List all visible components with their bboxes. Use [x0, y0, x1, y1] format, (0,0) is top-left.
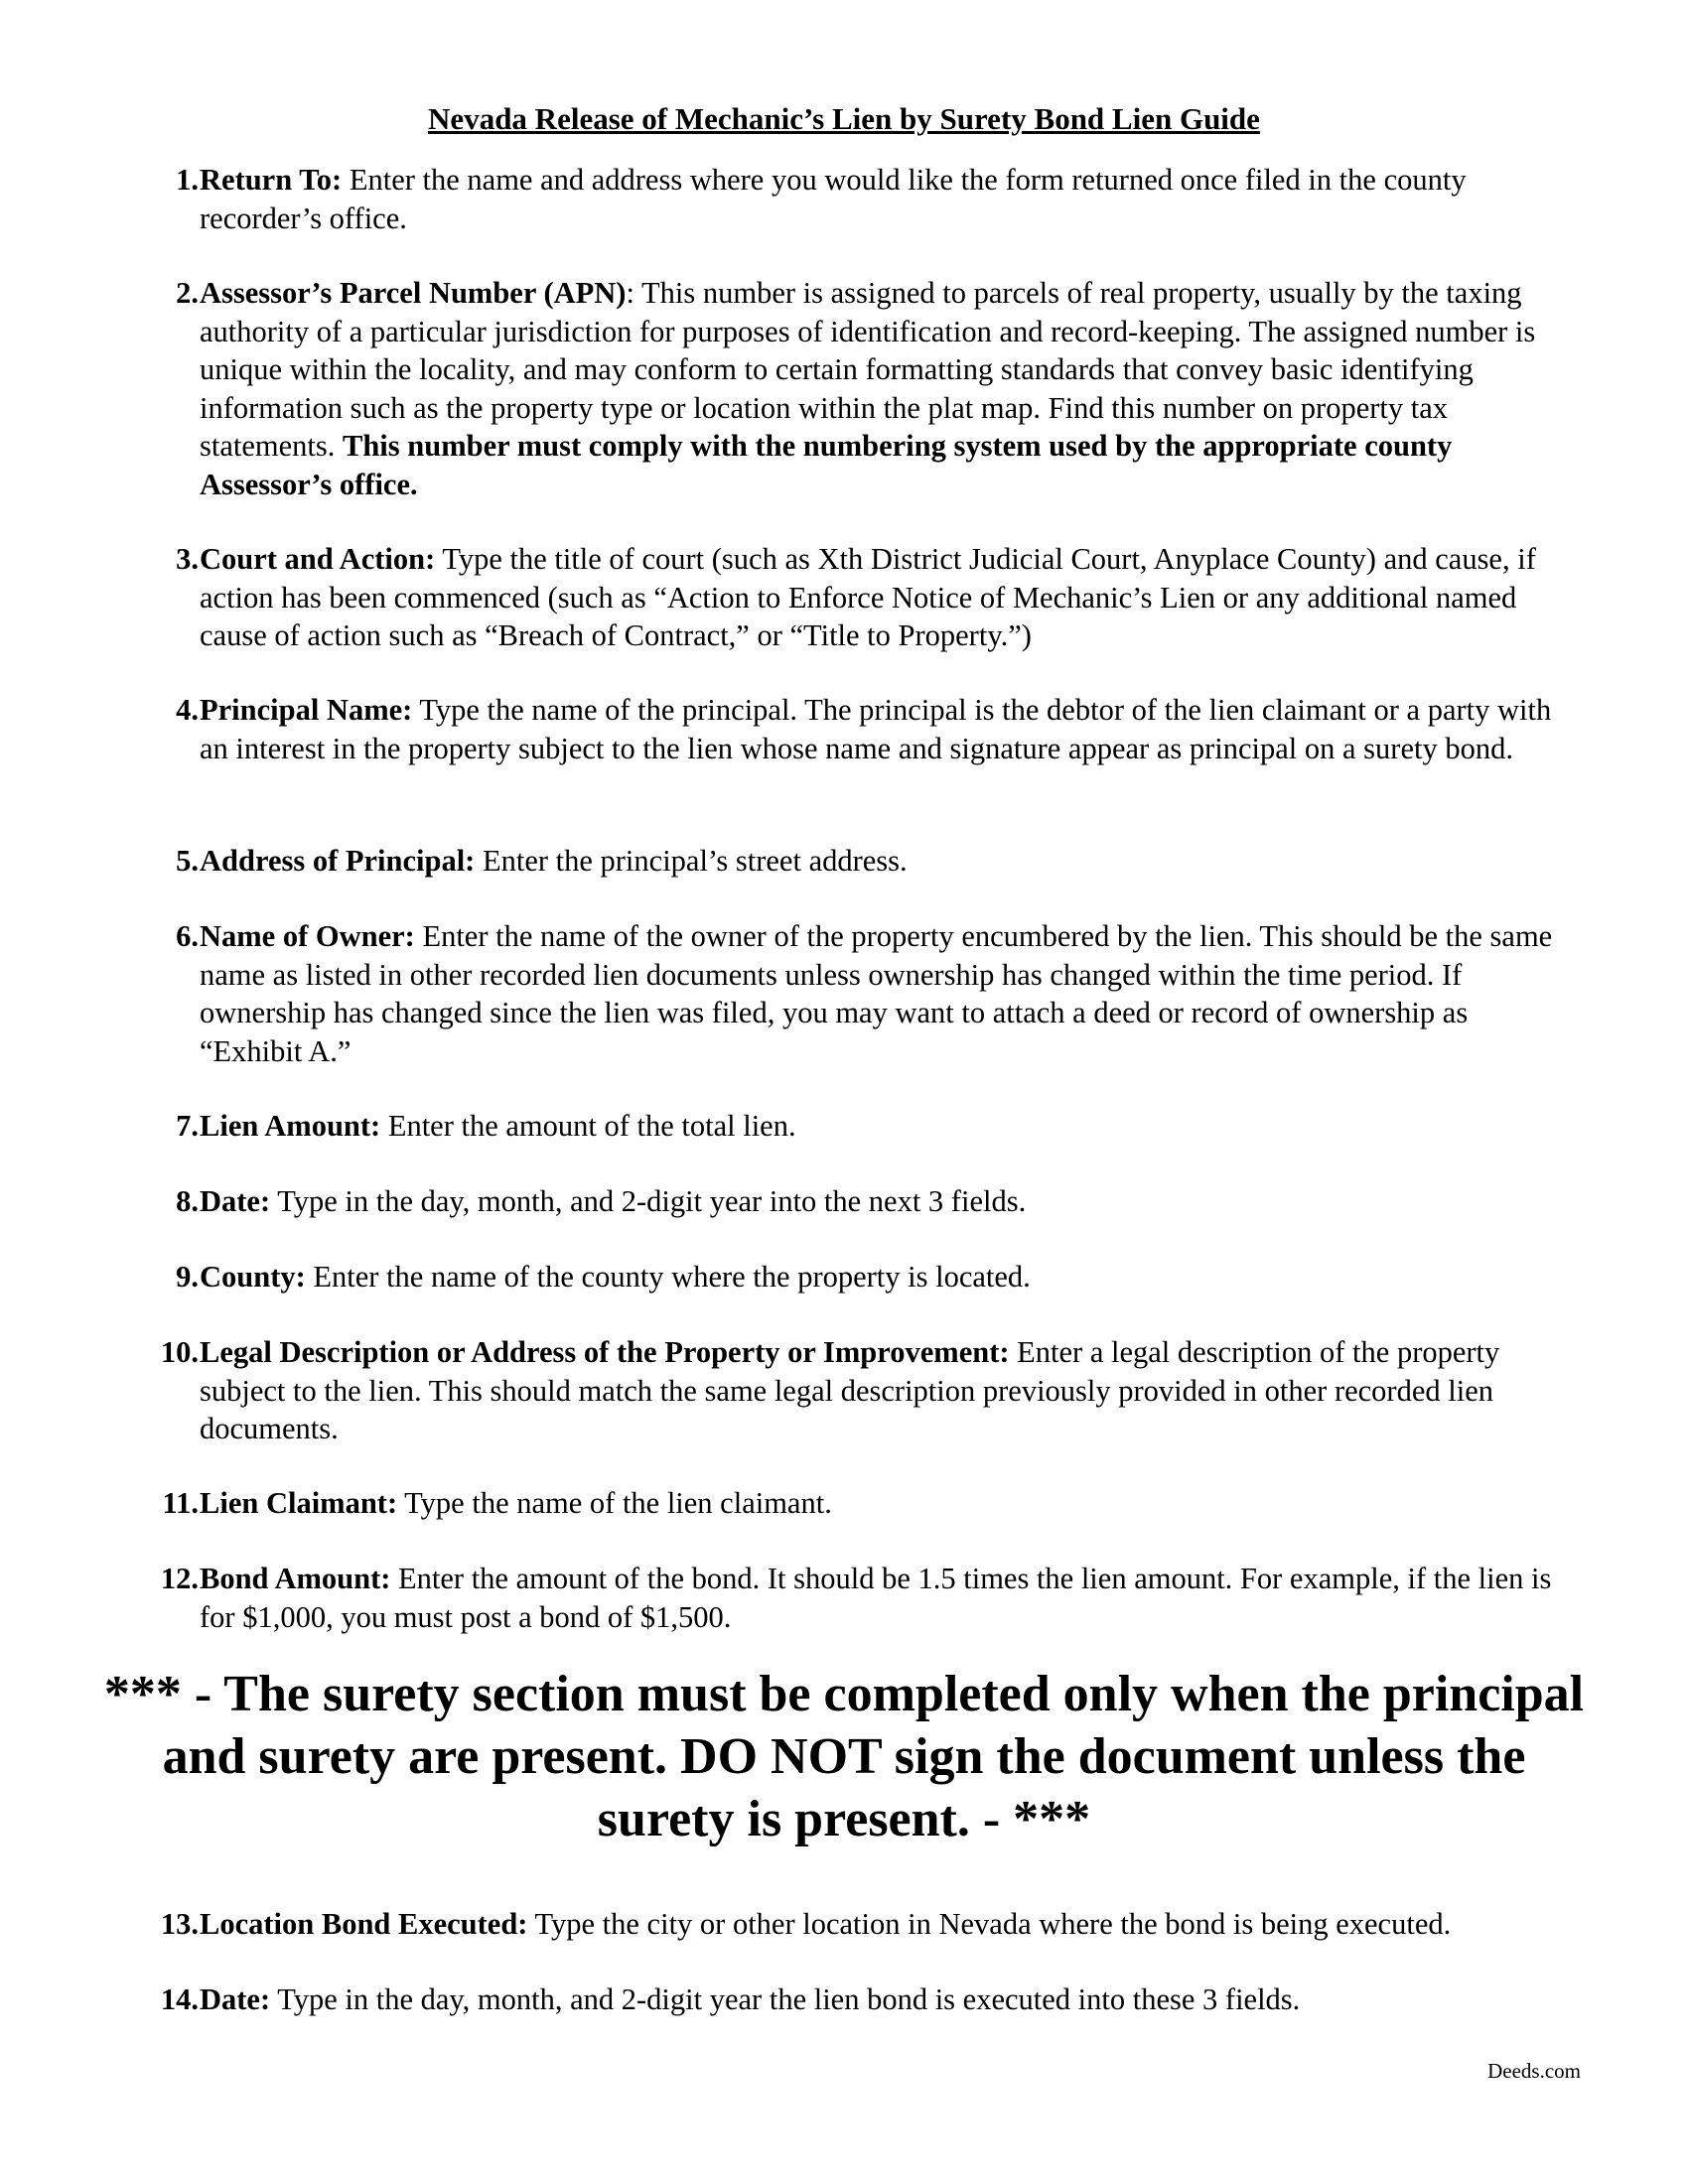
surety-notice: *** - The surety section must be completed only when the principal and surety are present. DO NOT sign the document unless the surety is present. - ***	[103, 1666, 1585, 1847]
item-label: County:	[200, 1260, 306, 1294]
item-label: Address of Principal:	[200, 844, 476, 878]
guide-item-date	[147, 1182, 1577, 1221]
item-text: Type in the day, month, and 2-digit year into the next 3 fields.	[270, 1184, 1027, 1218]
item-text: Enter the name of the county where the property is located.	[305, 1260, 1031, 1294]
item-number: 4.	[176, 693, 199, 727]
item-text: Enter the name of the owner of the property encumbered by the lien. This should be the same name as listed in other recorded lien documents unless ownership has changed within the time period. If ownership has changed since the lien was filed, you may want to attach a deed or record of ownership as “Exhibit A.”	[200, 919, 1553, 1068]
item-label: Date:	[200, 1184, 271, 1218]
item-number: 14.	[160, 1982, 199, 2016]
item-text: Enter the amount of the bond. It should be 1.5 times the lien amount. For example, if the lien is for $1,000, you must post a bond of $1,500.	[200, 1562, 1552, 1634]
item-text: Type the name of the principal. The principal is the debtor of the lien claimant or a party with an interest in the property subject to the lien whose name and signature appear as principal on a surety bond.	[200, 693, 1552, 765]
item-number: 8.	[176, 1184, 199, 1218]
item-number: 2.	[176, 276, 199, 310]
document-title: Nevada Release of Mechanic’s Lien by Surety Bond Lien Guide	[428, 101, 1260, 136]
item-number: 11.	[162, 1486, 199, 1520]
guide-item-principal-name	[147, 691, 1577, 767]
item-label: Principal Name:	[200, 693, 413, 727]
guide-item-bond-amount	[147, 1560, 1577, 1636]
item-text: Type the name of the lien claimant.	[397, 1486, 832, 1520]
item-number: 10.	[160, 1335, 199, 1369]
item-label: Date:	[200, 1982, 271, 2016]
guide-item-name-of-owner	[147, 917, 1577, 1070]
item-text: Enter the amount of the total lien.	[380, 1109, 796, 1143]
item-text: Type in the day, month, and 2-digit year the lien bond is executed into these 3 fields.	[270, 1982, 1301, 2016]
guide-item-location-bond-executed	[147, 1905, 1577, 1944]
guide-item-return-to	[147, 161, 1577, 237]
item-number: 9.	[176, 1260, 199, 1294]
item-number: 5.	[176, 844, 199, 878]
item-label: Bond Amount:	[200, 1562, 391, 1595]
item-label: Return To:	[200, 163, 343, 197]
item-number: 3.	[176, 542, 199, 576]
item-text: Enter a legal description of the property subject to the lien. This should match the same legal description previously provided in other recorded lien documents.	[200, 1335, 1500, 1445]
item-bold-note: This number must comply with the numbering system used by the appropriate county Assessor’s office.	[200, 429, 1453, 501]
footer-brand: Deeds.com	[1487, 2059, 1581, 2083]
guide-item-lien-claimant	[147, 1484, 1577, 1523]
item-number: 12.	[160, 1562, 199, 1595]
item-label: Location Bond Executed:	[200, 1907, 528, 1941]
item-number: 7.	[176, 1109, 199, 1143]
item-label: Lien Claimant:	[200, 1486, 398, 1520]
guide-item-legal-description	[147, 1333, 1577, 1448]
guide-item-lien-amount	[147, 1107, 1577, 1146]
guide-item-court-and-action	[147, 540, 1577, 655]
item-label: Court and Action:	[200, 542, 436, 576]
item-number: 6.	[176, 919, 199, 953]
item-text: Type the title of court (such as Xth District Judicial Court, Anyplace County) and cause, if action has been commenced (such as “Action to Enforce Notice of Mechanic’s Lien or any additional named cause of action such as “Breach of Contract,” or “Title to Property.”)	[200, 542, 1536, 652]
item-label: Lien Amount:	[200, 1109, 381, 1143]
guide-item-address-of-principal	[147, 842, 1577, 881]
guide-item-bond-date	[147, 1980, 1577, 2019]
item-text: Enter the principal’s street address.	[475, 844, 908, 878]
item-label: Assessor’s Parcel Number (APN)	[200, 276, 627, 310]
item-label: Name of Owner:	[200, 919, 415, 953]
item-number: 13.	[160, 1907, 199, 1941]
item-text: Enter the name and address where you would like the form returned once filed in the county recorder’s office.	[200, 163, 1467, 235]
item-text: : This number is assigned to parcels of real property, usually by the taxing authority of a particular jurisdiction for purposes of identification and record-keeping. The assigned number is unique within the locality, and may conform to certain formatting standards that convey basic identifying information such as the property type or location within the plat map. Find this number on property tax statements.	[200, 276, 1536, 463]
item-label: Legal Description or Address of the Property or Improvement:	[200, 1335, 1010, 1369]
guide-item-apn	[147, 274, 1577, 503]
item-text: Type the city or other location in Nevada where the bond is being executed.	[527, 1907, 1452, 1941]
item-number: 1.	[176, 163, 199, 197]
guide-item-county	[147, 1258, 1577, 1297]
